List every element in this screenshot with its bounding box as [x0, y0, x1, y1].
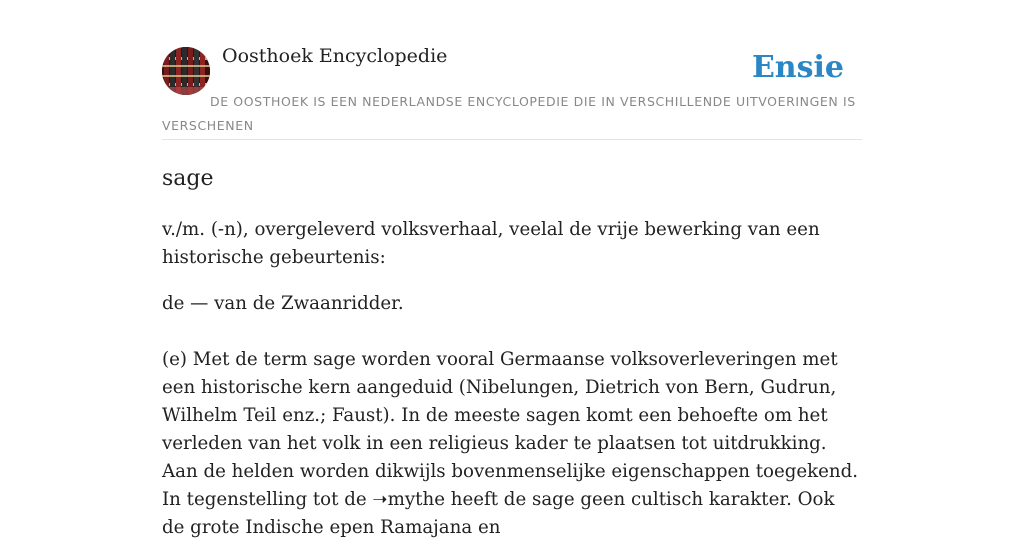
page — [162, 0, 862, 538]
xref-arrow-icon: ➝ — [372, 489, 388, 510]
site-title-link[interactable]: Oosthoek Encyclopedie — [222, 45, 448, 67]
entry-content — [162, 162, 862, 542]
entry-body-text: (e) Met de term sage worden vooral Germaanse volksoverleveringen met een historische kern aangeduid (Nibelungen, Dietrich von Bern, Gudrun, Wilhelm Teil enz.; Faust). In de meeste sagen komt een behoefte om het verleden van het volk in een religieus kader te plaatsen tot uitdrukking. Aan de helden worden dikwijls bovenmenselijke eigenschappen toegekend. In tegenstelling tot de — [162, 349, 859, 510]
entry-example: de — van de Zwaanridder. — [162, 293, 404, 314]
entry-term: sage — [162, 166, 214, 191]
site-header — [162, 0, 862, 140]
xref-link-mythe[interactable] — [372, 489, 445, 510]
xref-label: mythe — [387, 489, 445, 510]
book-spines-icon — [162, 47, 210, 95]
site-avatar[interactable] — [162, 47, 210, 95]
entry-body-text-continued: heeft de sage geen cultisch karakter. Ook de grote Indische epen Ramajana en — [162, 489, 835, 538]
entry-definition: v./m. (-n), overgeleverd volksverhaal, veelal de vrije bewerking van een historische gebeurtenis: — [162, 219, 820, 268]
site-tagline: DE OOSTHOEK IS EEN NEDERLANDSE ENCYCLOPEDIE DIE IN VERSCHILLENDE UITVOERINGEN IS VERSCHENEN — [162, 94, 856, 133]
entry-body — [162, 346, 862, 542]
ensie-logo-link[interactable]: Ensie — [751, 50, 844, 85]
